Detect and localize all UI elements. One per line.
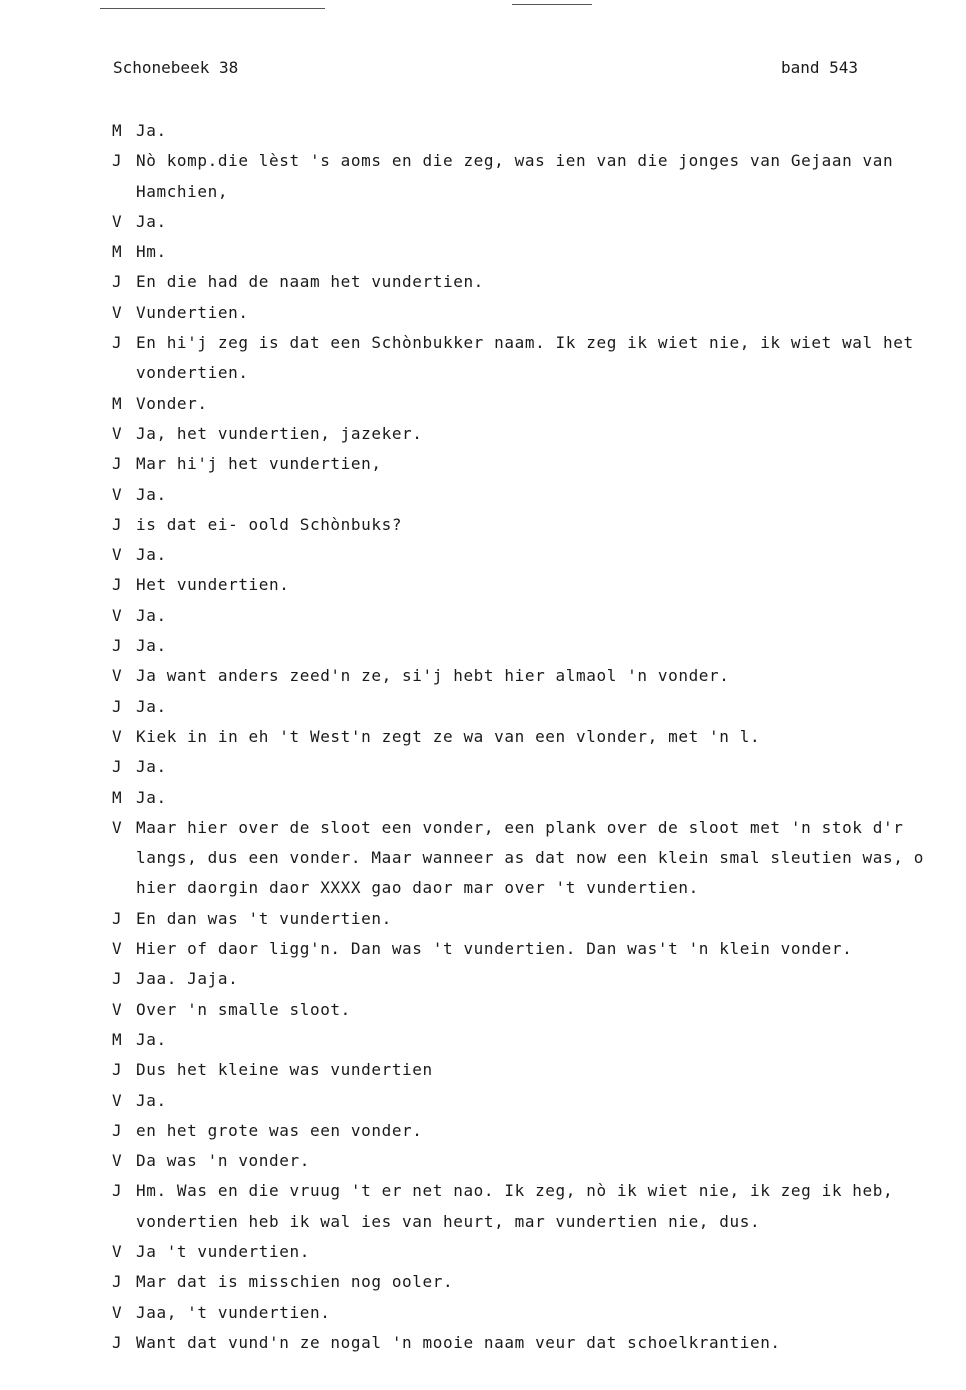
speaker-label: J xyxy=(112,272,123,292)
utterance-text: Vonder. xyxy=(136,393,208,413)
utterance-text: Ja. xyxy=(136,121,167,140)
utterance-text: Ja, het vundertien, jazeker. xyxy=(136,423,423,443)
utterance-text: Ja. xyxy=(136,1090,167,1110)
transcript-line xyxy=(112,995,932,1025)
transcript-line xyxy=(112,1298,932,1328)
top-rule-right xyxy=(512,4,592,5)
transcript-line xyxy=(112,510,932,540)
utterance-text: Het vundertien. xyxy=(136,575,290,595)
transcript-line xyxy=(112,1086,932,1116)
speaker-label: V xyxy=(112,939,123,959)
transcript-line xyxy=(112,389,932,419)
speaker-label: V xyxy=(112,302,123,322)
speaker-label: M xyxy=(112,393,123,413)
transcript-line xyxy=(112,540,932,570)
utterance-text: En dan was 't vundertien. xyxy=(136,908,392,928)
speaker-label: M xyxy=(112,242,123,262)
speaker-label: J xyxy=(112,696,123,716)
transcript-line xyxy=(112,1055,932,1085)
utterance-text: Over 'n smalle sloot. xyxy=(136,999,351,1019)
transcript xyxy=(112,116,932,1358)
utterance-text: Da was 'n vonder. xyxy=(136,1151,310,1171)
utterance-text: Ja. xyxy=(136,211,167,231)
transcript-line xyxy=(112,237,932,267)
page-header xyxy=(113,56,858,80)
utterance-text: Ja. xyxy=(136,605,167,625)
top-rule-left xyxy=(100,8,325,9)
transcript-line xyxy=(112,1267,932,1297)
transcript-line xyxy=(112,722,932,752)
transcript-line xyxy=(112,1176,932,1237)
speaker-label: J xyxy=(112,636,123,656)
speaker-label: V xyxy=(112,605,123,625)
speaker-label: V xyxy=(112,484,123,504)
speaker-label: V xyxy=(112,1302,123,1322)
utterance-text: Hier of daor ligg'n. Dan was 't vundertien. Dan was't 'n klein vonder. xyxy=(136,939,853,959)
utterance-text: Mar hi'j het vundertien, xyxy=(136,454,382,474)
speaker-label: M xyxy=(112,121,123,140)
transcript-line xyxy=(112,601,932,631)
utterance-text: En die had de naam het vundertien. xyxy=(136,272,484,292)
speaker-label: V xyxy=(112,545,123,565)
speaker-label: J xyxy=(112,454,123,474)
speaker-label: J xyxy=(112,333,123,353)
speaker-label: J xyxy=(112,1181,123,1201)
interview-id: Schonebeek 38 xyxy=(113,58,239,77)
speaker-label: M xyxy=(112,1029,123,1049)
utterance-text: Jaa, 't vundertien. xyxy=(136,1302,331,1322)
utterance-text: Ja. xyxy=(136,696,167,716)
speaker-label: V xyxy=(112,1090,123,1110)
transcript-line xyxy=(112,267,932,297)
transcript-line xyxy=(112,449,932,479)
utterance-text: En hi'j zeg is dat een Schònbukker naam. Ik zeg ik wiet nie, ik wiet wal het vondertien. xyxy=(136,333,914,383)
speaker-label: V xyxy=(112,999,123,1019)
utterance-text: Jaa. Jaja. xyxy=(136,969,239,989)
utterance-text: Ja. xyxy=(136,545,167,565)
speaker-label: J xyxy=(112,514,123,534)
speaker-label: V xyxy=(112,1151,123,1171)
utterance-text: Nò komp.die lèst 's aoms en die zeg, was ien van die jonges van Gejaan van Hamchien, xyxy=(136,151,894,201)
speaker-label: J xyxy=(112,1060,123,1080)
utterance-text: Hm. Was en die vruug 't er net nao. Ik zeg, nò ik wiet nie, ik zeg ik heb, vondertien heb ik wal ies van heurt, mar vundertien nie, dus. xyxy=(136,1181,894,1231)
transcript-line xyxy=(112,783,932,813)
utterance-text: en het grote was een vonder. xyxy=(136,1120,423,1140)
speaker-label: V xyxy=(112,726,123,746)
utterance-text: Ja want anders zeed'n ze, si'j hebt hier almaol 'n vonder. xyxy=(136,666,730,686)
utterance-text: Vundertien. xyxy=(136,302,249,322)
transcript-line xyxy=(112,419,932,449)
utterance-text: Hm. xyxy=(136,242,167,262)
transcript-line xyxy=(112,1146,932,1176)
utterance-text: Mar dat is misschien nog ooler. xyxy=(136,1272,454,1292)
utterance-text: Maar hier over de sloot een vonder, een plank over de sloot met 'n stok d'r langs, dus een vonder. Maar wanneer as dat now een klein smal sleutien was, o hier daorgin daor XXXX gao daor mar over 't vundertien. xyxy=(136,817,924,898)
transcript-line xyxy=(112,1025,932,1055)
utterance-text: Want dat vund'n ze nogal 'n mooie naam veur dat schoelkrantien. xyxy=(136,1332,781,1352)
transcript-line xyxy=(112,752,932,782)
speaker-label: V xyxy=(112,817,123,837)
speaker-label: V xyxy=(112,1241,123,1261)
transcript-line xyxy=(112,813,932,904)
transcript-line xyxy=(112,480,932,510)
transcript-line xyxy=(112,934,932,964)
transcript-line xyxy=(112,631,932,661)
transcript-line xyxy=(112,570,932,600)
speaker-label: M xyxy=(112,787,123,807)
transcript-line xyxy=(112,207,932,237)
speaker-label: J xyxy=(112,969,123,989)
speaker-label: J xyxy=(112,1120,123,1140)
transcript-line xyxy=(112,116,932,146)
utterance-text: Dus het kleine was vundertien xyxy=(136,1060,433,1080)
transcript-line xyxy=(112,328,932,389)
transcript-line xyxy=(112,692,932,722)
speaker-label: V xyxy=(112,666,123,686)
utterance-text: Ja. xyxy=(136,757,167,777)
transcript-line xyxy=(112,661,932,691)
transcript-line xyxy=(112,1237,932,1267)
transcript-line xyxy=(112,1328,932,1358)
speaker-label: J xyxy=(112,1272,123,1292)
utterance-text: is dat ei- oold Schònbuks? xyxy=(136,514,403,534)
utterance-text: Ja. xyxy=(136,787,167,807)
utterance-text: Kiek in in eh 't West'n zegt ze wa van een vlonder, met 'n l. xyxy=(136,726,761,746)
transcript-line xyxy=(112,964,932,994)
speaker-label: V xyxy=(112,211,123,231)
utterance-text: Ja. xyxy=(136,484,167,504)
speaker-label: J xyxy=(112,757,123,777)
transcript-line xyxy=(112,904,932,934)
speaker-label: J xyxy=(112,575,123,595)
tape-number: band 543 xyxy=(780,58,858,77)
utterance-text: Ja. xyxy=(136,1029,167,1049)
transcript-line xyxy=(112,1116,932,1146)
speaker-label: J xyxy=(112,1332,123,1352)
utterance-text: Ja. xyxy=(136,636,167,656)
transcript-line xyxy=(112,298,932,328)
speaker-label: J xyxy=(112,151,123,171)
transcript-line xyxy=(112,146,932,207)
speaker-label: J xyxy=(112,908,123,928)
speaker-label: V xyxy=(112,423,123,443)
utterance-text: Ja 't vundertien. xyxy=(136,1241,310,1261)
